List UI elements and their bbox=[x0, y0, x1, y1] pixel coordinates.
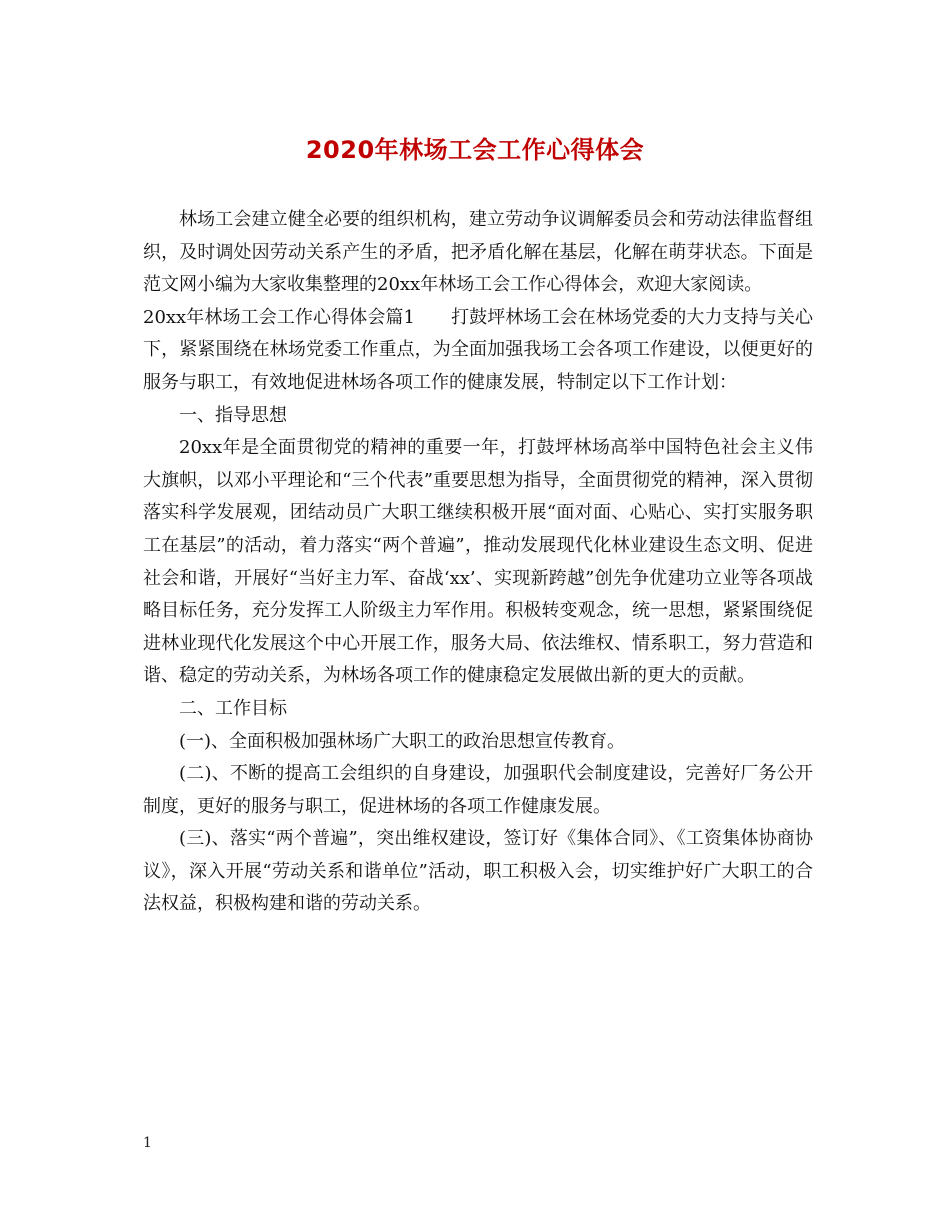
document-title: 2020年林场工会工作心得体会 bbox=[305, 136, 645, 164]
section-paragraph bbox=[143, 302, 813, 400]
goal-item-1: (一)、全面积极加强林场广大职工的政治思想宣传教育。 bbox=[179, 730, 626, 752]
document-body bbox=[143, 204, 813, 921]
guiding-ideology-paragraph: 20xx年是全面贯彻党的精神的重要一年，打鼓坪林场高举中国特色社会主义伟大旗帜，以邓小平理论和“三个代表”重要思想为指导，全面贯彻党的精神，深入贯彻落实科学发展观，团结动员广大职工继续积极开展“面对面、心贴心、实打实服务职工在基层”的活动，着力落实“两个普遍”，推动发展现代化林业建设生态文明、促进社会和谐，开展好“当好主力军、奋战‘xx’、实现新跨越”创先争优建功立业等各项战略目标任务，充分发挥工人阶级主力军作用。积极转变观念，统一思想，紧紧围绕促进林业现代化发展这个中心开展工作，服务大局、依法维权、情系职工，努力营造和谐、稳定的劳动关系，为林场各项工作的健康稳定发展做出新的更大的贡献。 bbox=[143, 437, 813, 687]
section-heading: 20xx年林场工会工作心得体会篇1 bbox=[143, 306, 415, 328]
page-number: 1 bbox=[143, 1135, 152, 1151]
heading-guiding-ideology: 一、指导思想 bbox=[179, 404, 287, 426]
heading-work-goals: 二、工作目标 bbox=[179, 697, 287, 719]
section-intro-text: 打鼓坪林场工会在林场党委的大力支持与关心下，紧紧围绕在林场党委工作重点，为全面加强我场工会各项工作建设，以便更好的服务与职工，有效地促进林场各项工作的健康发展，特制定以下工作计划： bbox=[143, 306, 813, 393]
intro-paragraph: 林场工会建立健全必要的组织机构，建立劳动争议调解委员会和劳动法律监督组织，及时调处因劳动关系产生的矛盾，把矛盾化解在基层，化解在萌芽状态。下面是范文网小编为大家收集整理的20xx年林场工会工作心得体会，欢迎大家阅读。 bbox=[143, 209, 813, 296]
goal-item-2: (二)、不断的提高工会组织的自身建设，加强职代会制度建设，完善好厂务公开制度，更好的服务与职工，促进林场的各项工作健康发展。 bbox=[143, 763, 813, 817]
goal-item-3: (三)、落实“两个普遍”，突出维权建设，签订好《集体合同》、《工资集体协商协议》，深入开展“劳动关系和谐单位”活动，职工积极入会，切实维护好广大职工的合法权益，积极构建和谐的劳动关系。 bbox=[143, 828, 813, 915]
